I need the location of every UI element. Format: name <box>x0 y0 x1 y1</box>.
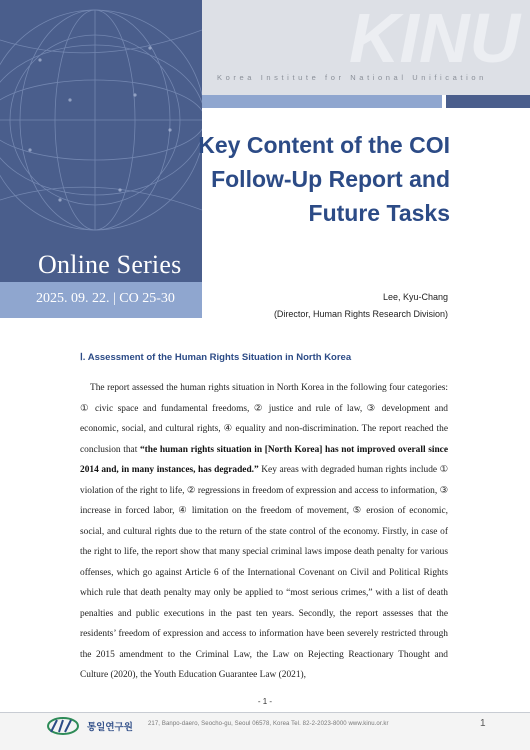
author-role: (Director, Human Rights Research Division) <box>273 309 448 319</box>
body-intro: The report assessed the human rights situation in North Korea in the following four categories: ① civic space and fundamental freedoms, ② justice and rule of law, ③ development and economic, social, and cultural rights, ④ equality and non-discrimination. The report reached the conclusion that <box>80 383 448 455</box>
document-title: Key Content of the COI Follow-Up Report and Future Tasks <box>198 132 450 226</box>
cover-panel <box>0 0 202 282</box>
body-rest: Key areas with degraded human rights include ① violation of the right to life, ② regressions in freedom of expression and access to information, ③ increase in forced labor, ④ limitation on the freedom of movement, ⑤ erosion of economic, social, and cultural rights due to the return of the state control of the economy. Firstly, in case of the right to life, the report show that many special criminal laws impose death penalty for various offenses, which go against Article 6 of the International Covenant on Civil and Political Rights which rule that death penalty may only be applied to “most serious crimes,” with a list of death penalties and public executions in the past ten years. Secondly, the report assesses that the residents’ freedom of expression and access to information have been severely restricted through the 2015 amendment to the Criminal Law, the Law on Rejecting Reactionary Thought and Culture (2020), the Youth Education Guarantee Law (2021), <box>80 465 449 680</box>
footer-org-name: 통일연구원 <box>87 722 133 733</box>
author-name: Lee, Kyu-Chang <box>382 292 448 302</box>
body-emphasis: “the human rights situation in [North Korea] has not improved overall since 2014 and, in many instances, has degraded.” <box>80 444 448 475</box>
series-title: Online Series <box>38 250 182 279</box>
section-heading: Ⅰ. Assessment of the Human Rights Situation in North Korea <box>80 352 352 363</box>
body-paragraph <box>80 378 448 686</box>
page-number-center: - 1 - <box>257 697 273 706</box>
footer-address: 217, Banpo-daero, Seocho-gu, Seoul 06578, Korea Tel. 82-2-2023-8000 www.kinu.or.kr <box>148 721 389 727</box>
footer-page-number: 1 <box>480 718 486 729</box>
watermark-text: KINU <box>349 0 521 70</box>
issue-date: 2025. 09. 22. | CO 25-30 <box>36 291 175 306</box>
globe-graphic-icon <box>0 0 202 282</box>
accent-bar-dark <box>446 95 530 108</box>
institute-tagline: Korea Institute for National Unification <box>217 73 487 82</box>
kinu-watermark-logo <box>335 0 530 70</box>
kinu-logo-icon <box>45 716 81 736</box>
accent-bar-light <box>202 95 442 108</box>
